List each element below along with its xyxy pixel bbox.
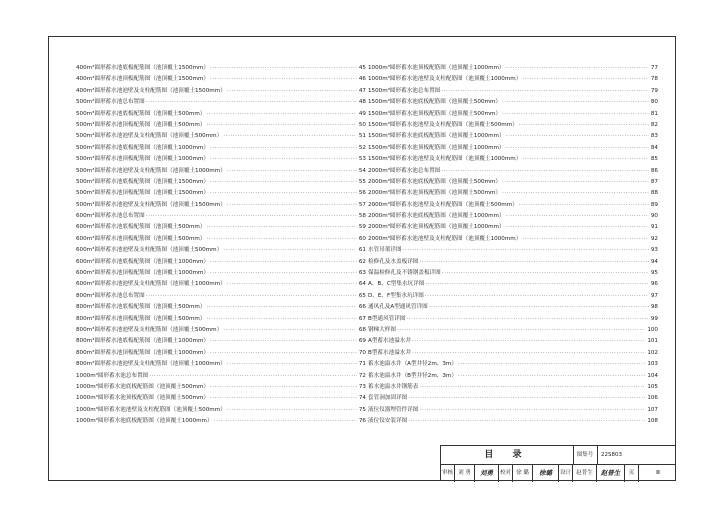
toc-entry-title: 2000m³圆形蓄水池顶板配筋图（池顶覆土1000mm） xyxy=(368,224,505,231)
page-title: 目 录 xyxy=(441,446,574,464)
toc-entry-title: 1500m³圆形蓄水池池壁及支柱配筋图（池顶覆土500mm） xyxy=(368,121,518,128)
toc-entry-title: 500m³圆形蓄水池顶板配筋图（池顶覆土1000mm） xyxy=(76,156,210,163)
toc-entry-title: 2000m³圆形蓄水池顶板配筋图（池顶覆土500mm） xyxy=(368,190,502,197)
toc-entry xyxy=(368,257,658,268)
toc-entry-title: 1000m³圆形蓄水池池壁及支柱配筋图（池顶覆土1000mm） xyxy=(368,76,522,83)
design-name: 赵普生 xyxy=(573,464,597,482)
toc-entry-page: 79 xyxy=(650,87,658,94)
toc-entry-leader xyxy=(397,325,645,336)
toc-entry xyxy=(368,74,658,85)
toc-entry xyxy=(76,405,366,416)
toc-entry xyxy=(76,200,366,211)
title-block-row-2 xyxy=(441,464,676,482)
toc-entry-leader xyxy=(441,166,649,177)
toc-entry-leader xyxy=(210,336,357,347)
toc-entry-page: 90 xyxy=(650,213,658,220)
toc-entry-page: 76 xyxy=(358,418,366,425)
review-signature: 刘勇 xyxy=(475,464,499,482)
toc-entry-leader xyxy=(519,200,649,211)
toc-entry xyxy=(368,131,658,142)
toc-entry xyxy=(368,359,658,370)
toc-entry-page: 104 xyxy=(647,372,658,379)
toc-entry-title: 1500m³圆形蓄水池顶板配筋图（池顶覆土500mm） xyxy=(368,110,502,117)
toc-entry-page: 101 xyxy=(647,338,658,345)
toc-entry-leader xyxy=(223,245,357,256)
toc-entry-leader xyxy=(506,222,649,233)
toc-entry-page: 56 xyxy=(358,190,366,197)
toc-entry-page: 49 xyxy=(358,110,366,117)
toc-entry xyxy=(76,314,366,325)
toc-entry-page: 97 xyxy=(650,292,658,299)
toc-entry-title: 600m³圆形蓄水池底板配筋图（池顶覆土1000mm） xyxy=(76,258,210,265)
toc-entry-page: 62 xyxy=(358,258,366,265)
toc-entry xyxy=(368,245,658,256)
design-signature: 赵普生 xyxy=(597,464,625,482)
toc-entry-title: 400m³圆形蓄水池顶板配筋图（池顶覆土1500mm） xyxy=(76,76,210,83)
toc-entry-page: 50 xyxy=(358,121,366,128)
toc-entry-page: 98 xyxy=(650,304,658,311)
contents-right-column xyxy=(368,63,658,428)
toc-entry-leader xyxy=(412,336,645,347)
toc-entry-title: 500m³圆形蓄水池底板配筋图（池顶覆土1000mm） xyxy=(76,144,210,151)
toc-entry xyxy=(76,268,366,279)
title-block-row-1 xyxy=(441,446,676,465)
toc-entry-leader xyxy=(425,279,649,290)
toc-entry-leader xyxy=(146,291,357,302)
toc-entry-leader xyxy=(408,393,645,404)
toc-entry-page: 88 xyxy=(650,190,658,197)
toc-entry-page: 53 xyxy=(358,156,366,163)
toc-entry-leader xyxy=(210,257,357,268)
toc-entry-leader xyxy=(419,382,645,393)
toc-entry xyxy=(368,405,658,416)
toc-entry-title: 蓄水池溢水井钢筋表 xyxy=(368,383,419,390)
toc-entry-page: 85 xyxy=(650,156,658,163)
toc-entry-title: 600m³圆形蓄水池池壁及支柱配筋图（池顶覆土1000mm） xyxy=(76,281,226,288)
toc-entry-page: 87 xyxy=(650,178,658,185)
toc-entry-title: 钢梯大样图 xyxy=(368,326,396,333)
review-label: 审核 xyxy=(441,464,455,482)
toc-entry-leader xyxy=(403,245,649,256)
toc-entry-page: 78 xyxy=(650,76,658,83)
toc-entry-title: 1500m³圆形蓄水池底板配筋图（池顶覆土1000mm） xyxy=(368,133,505,140)
toc-entry xyxy=(368,314,658,325)
toc-entry-page: 73 xyxy=(358,383,366,390)
toc-entry xyxy=(368,382,658,393)
toc-entry xyxy=(76,234,366,245)
toc-entry xyxy=(76,86,366,97)
toc-entry xyxy=(368,200,658,211)
title-block xyxy=(440,445,676,481)
toc-entry xyxy=(76,257,366,268)
toc-entry-title: 1000m³圆形蓄水池底板配筋图（池顶覆土1000mm） xyxy=(76,418,213,425)
toc-entry xyxy=(368,166,658,177)
toc-entry-page: 58 xyxy=(358,213,366,220)
toc-entry xyxy=(76,279,366,290)
toc-entry-title: 1000m³圆形蓄水池底板配筋图（池顶覆土500mm） xyxy=(76,383,210,390)
toc-entry-page: 96 xyxy=(650,281,658,288)
toc-entry-page: 83 xyxy=(650,133,658,140)
toc-entry-title: 400m³圆形蓄水池池壁及支柱配筋图（池顶覆土1500mm） xyxy=(76,87,226,94)
toc-entry-title: 800m³圆形蓄水池顶板配筋图（池顶覆土1000mm） xyxy=(76,349,210,356)
toc-entry-page: 74 xyxy=(358,395,366,402)
toc-entry-page: 57 xyxy=(358,201,366,208)
toc-entry xyxy=(368,393,658,404)
toc-entry-leader xyxy=(210,382,357,393)
toc-entry-page: 84 xyxy=(650,144,658,151)
toc-entry xyxy=(76,348,366,359)
toc-entry-title: 蓄水池溢水井（B型井径2m、3m） xyxy=(368,372,457,379)
toc-entry-page: 92 xyxy=(650,235,658,242)
toc-entry-page: 108 xyxy=(647,418,658,425)
toc-entry xyxy=(76,245,366,256)
toc-entry-title: D、E、F型集水坑详图 xyxy=(368,292,424,299)
toc-entry-leader xyxy=(506,143,649,154)
contents-left-column xyxy=(76,63,366,428)
atlas-number-label: 图集号 xyxy=(573,446,598,464)
toc-entry-leader xyxy=(210,154,357,165)
toc-entry-title: 1000m³圆形蓄水池总布置图 xyxy=(76,372,149,379)
page-label: 页 xyxy=(625,464,639,482)
toc-entry-page: 107 xyxy=(647,406,658,413)
toc-entry-leader xyxy=(210,268,357,279)
toc-entry-page: 55 xyxy=(358,178,366,185)
toc-entry-title: 500m³圆形蓄水池底板配筋图（池顶覆土500mm） xyxy=(76,110,206,117)
atlas-number-value: 22S803 xyxy=(601,452,622,458)
toc-entry-page: 100 xyxy=(647,326,658,333)
toc-entry-page: 71 xyxy=(358,361,366,368)
toc-entry-title: 1000m³圆形蓄水池顶板配筋图（池顶覆土500mm） xyxy=(76,395,210,402)
review-name: 刘 勇 xyxy=(455,464,475,482)
toc-entry-title: 1500m³圆形蓄水池顶板配筋图（池顶覆土1000mm） xyxy=(368,144,505,151)
toc-entry xyxy=(368,63,658,74)
toc-entry xyxy=(368,120,658,131)
toc-entry-page: 75 xyxy=(358,406,366,413)
toc-entry-page: 105 xyxy=(647,383,658,390)
toc-entry xyxy=(76,371,366,382)
toc-entry-page: 65 xyxy=(358,292,366,299)
toc-entry-title: 液位仪安装详图 xyxy=(368,418,408,425)
toc-entry-title: B型通风管详图 xyxy=(368,315,406,322)
toc-entry-page: 46 xyxy=(358,76,366,83)
toc-entry-leader xyxy=(214,416,357,427)
toc-entry-page: 106 xyxy=(647,395,658,402)
toc-entry xyxy=(76,74,366,85)
toc-entry xyxy=(76,97,366,108)
toc-entry-leader xyxy=(223,325,357,336)
toc-entry-title: 1000m³圆形蓄水池顶板配筋图（池顶覆土1000mm） xyxy=(368,65,505,71)
toc-entry-title: 500m³圆形蓄水池底板配筋图（池顶覆土1500mm） xyxy=(76,178,210,185)
toc-entry-page: 66 xyxy=(358,304,366,311)
toc-entry-page: 80 xyxy=(650,99,658,106)
toc-entry xyxy=(76,166,366,177)
toc-entry-leader xyxy=(206,234,356,245)
toc-entry-title: A型蓄水池溢水井 xyxy=(368,338,411,345)
toc-entry xyxy=(368,109,658,120)
toc-entry-page: 77 xyxy=(650,65,658,71)
toc-entry-title: 800m³圆形蓄水池底板配筋图（池顶覆土1000mm） xyxy=(76,338,210,345)
toc-entry xyxy=(76,325,366,336)
toc-entry-leader xyxy=(149,371,357,382)
toc-entry xyxy=(368,222,658,233)
check-name: 徐 璐 xyxy=(513,464,533,482)
toc-entry-title: 600m³圆形蓄水池顶板配筋图（池顶覆土500mm） xyxy=(76,235,206,242)
toc-entry-leader xyxy=(210,188,357,199)
toc-entry-page: 69 xyxy=(358,338,366,345)
toc-entry-leader xyxy=(502,188,649,199)
toc-entry-title: 500m³圆形蓄水池池壁及支柱配筋图（池顶覆土500mm） xyxy=(76,133,223,140)
toc-entry xyxy=(76,393,366,404)
toc-entry xyxy=(368,234,658,245)
toc-entry-title: 500m³圆形蓄水池池壁及支柱配筋图（池顶覆土1000mm） xyxy=(76,167,226,174)
toc-entry-leader xyxy=(227,405,357,416)
toc-entry-page: 93 xyxy=(650,247,658,254)
toc-entry-page: 103 xyxy=(647,361,658,368)
toc-entry xyxy=(76,302,366,313)
toc-entry xyxy=(76,211,366,222)
toc-entry xyxy=(368,348,658,359)
toc-entry xyxy=(368,416,658,427)
toc-entry-leader xyxy=(442,268,649,279)
check-label: 校对 xyxy=(499,464,513,482)
toc-entry-leader xyxy=(223,131,357,142)
toc-entry-leader xyxy=(146,211,357,222)
toc-entry-leader xyxy=(210,143,357,154)
toc-entry-leader xyxy=(146,97,357,108)
toc-entry-title: 保温检修孔及不锈钢盖板详图 xyxy=(368,270,441,277)
toc-entry-leader xyxy=(522,234,649,245)
toc-entry-page: 63 xyxy=(358,270,366,277)
toc-entry-title: 600m³圆形蓄水池总布置图 xyxy=(76,213,145,220)
toc-entry-page: 51 xyxy=(358,133,366,140)
toc-entry-page: 52 xyxy=(358,144,366,151)
toc-entry xyxy=(368,291,658,302)
toc-entry-leader xyxy=(206,109,356,120)
toc-entry-page: 81 xyxy=(650,110,658,117)
toc-entry xyxy=(76,63,366,74)
toc-entry xyxy=(368,86,658,97)
toc-entry-title: 600m³圆形蓄水池池壁及支柱配筋图（池顶覆土500mm） xyxy=(76,247,223,254)
toc-entry-page: 61 xyxy=(358,247,366,254)
toc-entry-leader xyxy=(502,177,649,188)
toc-entry-leader xyxy=(506,63,649,74)
toc-entry-title: 500m³圆形蓄水池顶板配筋图（池顶覆土1500mm） xyxy=(76,190,210,197)
toc-entry-leader xyxy=(458,359,645,370)
toc-entry-title: 通风孔及A型通风管详图 xyxy=(368,304,428,311)
toc-entry-leader xyxy=(210,74,357,85)
toc-entry-leader xyxy=(210,393,357,404)
toc-entry-leader xyxy=(206,120,356,131)
toc-entry-title: 400m³圆形蓄水池底板配筋图（池顶覆土1500mm） xyxy=(76,65,210,71)
toc-entry xyxy=(368,211,658,222)
toc-entry xyxy=(368,188,658,199)
toc-entry xyxy=(76,188,366,199)
toc-entry xyxy=(368,177,658,188)
toc-entry-leader xyxy=(210,177,357,188)
toc-entry-title: 2000m³圆形蓄水池总布置图 xyxy=(368,167,441,174)
toc-entry-leader xyxy=(210,348,357,359)
toc-entry-title: 1000m³圆形蓄水池池壁及支柱配筋图（池顶覆土500mm） xyxy=(76,406,226,413)
toc-entry-leader xyxy=(506,211,649,222)
toc-entry-leader xyxy=(210,63,357,74)
toc-entry-leader xyxy=(227,86,357,97)
toc-entry xyxy=(368,268,658,279)
toc-entry-title: 800m³圆形蓄水池底板配筋图（池顶覆土500mm） xyxy=(76,304,206,311)
toc-entry xyxy=(368,143,658,154)
toc-entry xyxy=(76,177,366,188)
toc-entry-leader xyxy=(419,405,645,416)
toc-entry-leader xyxy=(206,222,356,233)
check-signature: 徐璐 xyxy=(533,464,559,482)
toc-entry-page: 64 xyxy=(358,281,366,288)
toc-entry-leader xyxy=(502,97,649,108)
toc-entry-title: 2000m³圆形蓄水池池壁及支柱配筋图（池顶覆土500mm） xyxy=(368,201,518,208)
toc-entry-page: 48 xyxy=(358,99,366,106)
toc-entry xyxy=(368,154,658,165)
toc-entry xyxy=(76,120,366,131)
toc-entry-page: 72 xyxy=(358,372,366,379)
toc-entry-page: 68 xyxy=(358,326,366,333)
toc-entry-title: 500m³圆形蓄水池顶板配筋图（池顶覆土500mm） xyxy=(76,121,206,128)
toc-entry-title: 800m³圆形蓄水池池壁及支柱配筋图（池顶覆土500mm） xyxy=(76,326,223,333)
toc-entry-leader xyxy=(206,314,356,325)
toc-entry xyxy=(76,416,366,427)
design-label: 设计 xyxy=(559,464,573,482)
toc-entry xyxy=(76,143,366,154)
toc-entry-title: 蓄水池溢水井（A型井径2m、3m） xyxy=(368,361,457,368)
toc-entry xyxy=(368,371,658,382)
toc-entry-page: 82 xyxy=(650,121,658,128)
toc-entry-title: 600m³圆形蓄水池底板配筋图（池顶覆土500mm） xyxy=(76,224,206,231)
toc-entry-title: 液位仪器埋管件详图 xyxy=(368,406,419,413)
toc-entry-title: 500m³圆形蓄水池总布置图 xyxy=(76,99,145,106)
toc-entry-title: 1500m³圆形蓄水池池壁及支柱配筋图（池顶覆土1000mm） xyxy=(368,156,522,163)
toc-entry-leader xyxy=(519,120,649,131)
toc-entry-title: 1500m³圆形蓄水池底板配筋图（池顶覆土500mm） xyxy=(368,99,502,106)
toc-entry-page: 67 xyxy=(358,315,366,322)
toc-entry-leader xyxy=(502,109,649,120)
toc-entry-leader xyxy=(206,302,356,313)
toc-entry xyxy=(76,291,366,302)
toc-entry-title: 2000m³圆形蓄水池底板配筋图（池顶覆土1000mm） xyxy=(368,213,505,220)
toc-entry-leader xyxy=(522,154,649,165)
toc-entry xyxy=(368,336,658,347)
toc-entry-title: 套管洞加固详图 xyxy=(368,395,408,402)
toc-entry-title: 500m³圆形蓄水池池壁及支柱配筋图（池顶覆土1500mm） xyxy=(76,201,226,208)
toc-entry-leader xyxy=(425,291,649,302)
toc-entry-title: 600m³圆形蓄水池顶板配筋图（池顶覆土1000mm） xyxy=(76,270,210,277)
toc-entry-title: 2000m³圆形蓄水池底板配筋图（池顶覆土500mm） xyxy=(368,178,502,185)
toc-entry xyxy=(368,325,658,336)
toc-entry-leader xyxy=(441,86,649,97)
toc-entry-title: 800m³圆形蓄水池池壁及支柱配筋图（池顶覆土1000mm） xyxy=(76,361,226,368)
toc-entry xyxy=(76,222,366,233)
toc-entry xyxy=(76,336,366,347)
toc-entry-leader xyxy=(419,257,649,268)
toc-entry-leader xyxy=(227,200,357,211)
toc-entry-leader xyxy=(227,279,357,290)
page-number: Ⅲ xyxy=(656,470,660,476)
toc-entry-page: 59 xyxy=(358,224,366,231)
toc-entry-page: 70 xyxy=(358,349,366,356)
toc-entry-title: B型蓄水池溢水井 xyxy=(368,349,411,356)
toc-entry xyxy=(76,382,366,393)
toc-entry-title: A、B、C型集水坑详图 xyxy=(368,281,425,288)
toc-entry xyxy=(368,302,658,313)
toc-entry-page: 54 xyxy=(358,167,366,174)
toc-entry-page: 95 xyxy=(650,270,658,277)
toc-entry-leader xyxy=(227,359,357,370)
toc-entry-leader xyxy=(408,416,645,427)
toc-entry-page: 102 xyxy=(647,349,658,356)
toc-entry-title: 水管吊架详图 xyxy=(368,247,402,254)
toc-entry xyxy=(76,359,366,370)
toc-entry-leader xyxy=(429,302,649,313)
toc-entry-leader xyxy=(227,166,357,177)
toc-entry-title: 2000m³圆形蓄水池池壁及支柱配筋图（池顶覆土1000mm） xyxy=(368,235,522,242)
toc-entry-title: 1500m³圆形蓄水池总布置图 xyxy=(368,87,441,94)
toc-entry-page: 60 xyxy=(358,235,366,242)
toc-entry-title: 800m³圆形蓄水池总布置图 xyxy=(76,292,145,299)
toc-entry-leader xyxy=(458,371,645,382)
toc-entry xyxy=(76,109,366,120)
toc-entry xyxy=(76,131,366,142)
toc-entry-page: 45 xyxy=(358,65,366,71)
toc-entry-leader xyxy=(412,348,645,359)
toc-entry-leader xyxy=(406,314,648,325)
toc-entry-page: 47 xyxy=(358,87,366,94)
toc-entry-page: 89 xyxy=(650,201,658,208)
toc-entry-page: 91 xyxy=(650,224,658,231)
toc-entry-page: 94 xyxy=(650,258,658,265)
toc-entry-page: 86 xyxy=(650,167,658,174)
toc-entry xyxy=(368,97,658,108)
toc-entry-page: 99 xyxy=(650,315,658,322)
toc-entry xyxy=(368,279,658,290)
toc-entry-title: 800m³圆形蓄水池顶板配筋图（池顶覆土500mm） xyxy=(76,315,206,322)
toc-entry-title: 检修孔及水盖板详图 xyxy=(368,258,419,265)
toc-entry xyxy=(76,154,366,165)
toc-entry-leader xyxy=(506,131,649,142)
toc-entry-leader xyxy=(522,74,649,85)
